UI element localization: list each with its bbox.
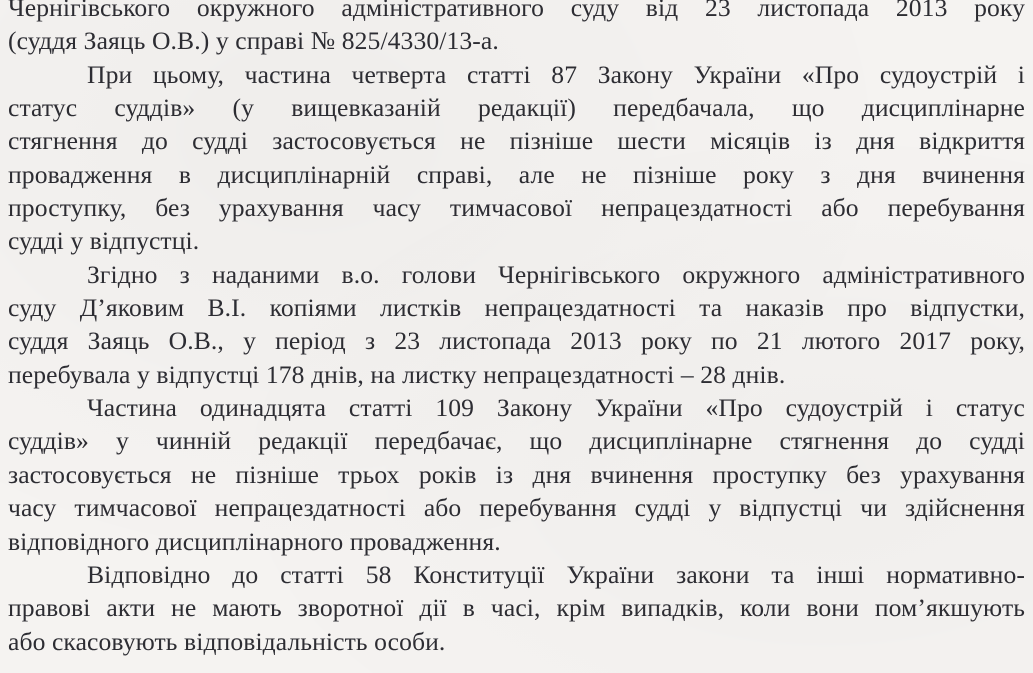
text-line: або скасовують відповідальність особи. [8,626,446,656]
paragraph-article-109 [8,391,1025,558]
text-line: Частина одинадцята статті 109 Закону України «Про судоустрій і статус [87,393,1025,423]
paragraph-sick-leave [8,258,1025,391]
paragraph-article-87 [8,58,1025,258]
text-line: суду Д’яковим В.І. копіями листків непрацездатності та наказів про відпустки, [8,293,1025,323]
text-line: провадження в дисциплінарній справі, але не пізніше року з дня вчинення [8,159,1025,189]
text-line: перебувала у відпустці 178 днів, на листку непрацездатності – 28 днів. [8,359,786,389]
text-line: стягнення до судді застосовується не пізніше шести місяців із дня відкриття [8,126,1025,156]
text-line: застосовується не пізніше трьох років із дня вчинення проступку без урахування [8,459,1025,489]
text-line: проступку, без урахування часу тимчасової непрацездатності або перебування [8,193,1025,223]
text-line: При цьому, частина четверта статті 87 Закону України «Про судоустрій і [87,59,1025,89]
text-line: Відповідно до статті 58 Конституції України закони та інші нормативно- [87,559,1025,589]
text-line: (суддя Заяць О.В.) у справі № 825/4330/13-а. [8,26,499,56]
text-line: суддя Заяць О.В., у період з 23 листопада 2013 року по 21 лютого 2017 року, [8,326,1025,356]
text-line: правові акти не мають зворотної дії в часі, крім випадків, коли вони пом’якшують [8,593,1025,623]
text-line: Згідно з наданими в.о. голови Чернігівського окружного адміністративного [87,259,1025,289]
text-line: відповідного дисциплінарного провадження. [8,526,501,556]
document-body [8,0,1025,658]
text-line: Чернігівського окружного адміністративного суду від 23 листопада 2013 року [8,0,1025,22]
text-line: судді у відпустці. [8,226,200,256]
paragraph-continuation [8,0,1025,58]
text-line: суддів» у чинній редакції передбачає, що дисциплінарне стягнення до судді [8,426,1025,456]
text-line: часу тимчасової непрацездатності або перебування судді у відпустці чи здійснення [8,493,1025,523]
paragraph-constitution-58 [8,558,1025,658]
text-line: статус суддів» (у вищевказаній редакції) передбачала, що дисциплінарне [8,93,1025,123]
